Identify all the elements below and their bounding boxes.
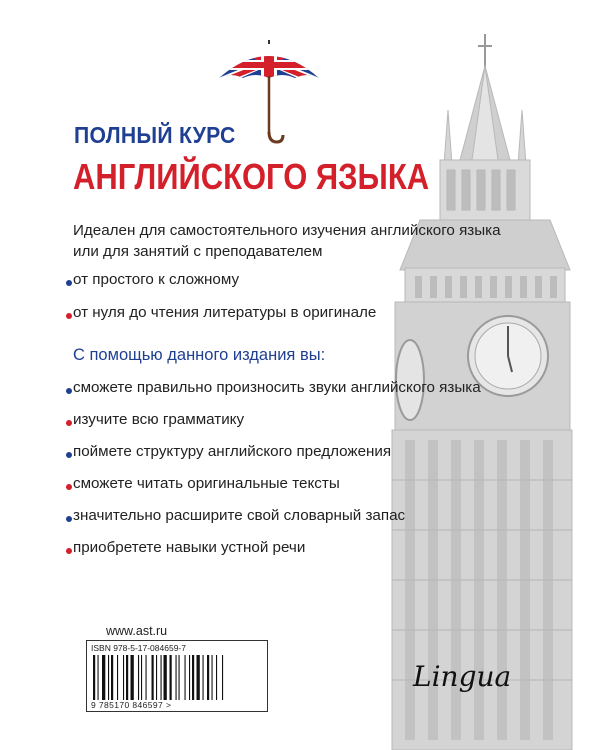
lingua-logo: Lingua	[413, 660, 512, 693]
title-line-2: АНГЛИЙСКОГО ЯЗЫКА	[73, 156, 430, 197]
benefits-heading: С помощью данного издания вы:	[73, 346, 326, 364]
title-line-1: ПОЛНЫЙ КУРС	[74, 122, 236, 148]
feature-item: от нуля до чтения литературы в оригинале	[73, 304, 377, 321]
isbn-barcode	[86, 640, 268, 712]
bullet-dot	[66, 548, 72, 554]
bullet-dot	[66, 313, 72, 319]
bullet-dot	[66, 484, 72, 490]
bullet-dot	[66, 280, 72, 286]
bullet-dot	[66, 452, 72, 458]
publisher-website: www.ast.ru	[106, 624, 168, 638]
bullet-dot	[66, 516, 72, 522]
feature-item: от простого к сложному	[73, 271, 240, 288]
benefit-item: сможете читать оригинальные тексты	[73, 475, 340, 492]
bullet-dot	[66, 388, 72, 394]
benefit-item: поймете структуру английского предложения	[73, 443, 392, 460]
bullet-dot	[66, 420, 72, 426]
intro-text: Идеален для самостоятельного изучения английского языка или для занятий с преподавателем	[73, 222, 501, 260]
barcode-icon	[91, 655, 263, 700]
benefit-item: сможете правильно произносить звуки английского языка	[73, 379, 481, 396]
benefit-item: изучите всю грамматику	[73, 411, 245, 428]
barcode-number: 9 785170 846597 >	[91, 700, 172, 710]
benefit-item: значительно расширите свой словарный запас	[73, 507, 406, 524]
benefit-item: приобретете навыки устной речи	[73, 539, 306, 556]
isbn-text: ISBN 978-5-17-084659-7	[91, 643, 186, 653]
